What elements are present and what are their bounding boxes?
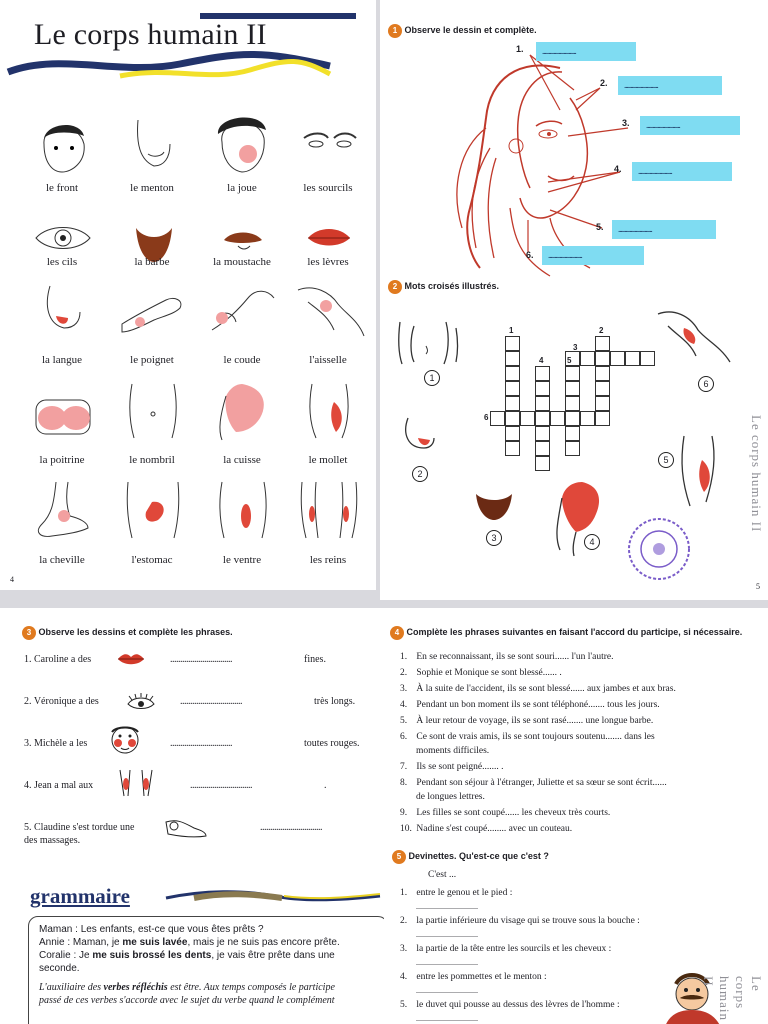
body-part-label: le mollet: [308, 454, 348, 466]
body-part-label: le menton: [130, 182, 174, 194]
grammar-box: [28, 916, 384, 1024]
drawing-15: [208, 380, 278, 440]
drawing-17: [28, 480, 98, 540]
clue-drawing-navel: [394, 318, 464, 368]
exercise-3-number: 3: [22, 626, 36, 640]
answer-blank: ...........................: [618, 224, 652, 234]
picture-clue-number: 6: [698, 376, 714, 392]
crossword-cell[interactable]: [595, 366, 610, 381]
exercise-2-number: 2: [388, 280, 402, 294]
page-number: 4: [10, 575, 14, 584]
page-exercises-4-5: [384, 608, 768, 1024]
dialogue-text: Les enfants, est-ce que vous êtes prêts ?: [80, 924, 264, 935]
sentence-number: 9.: [400, 808, 408, 818]
sentence-text: fines.: [304, 654, 326, 665]
lips-icon: [116, 652, 146, 666]
side-running-title: Le corps humain II: [701, 976, 764, 1021]
participle-sentence-4: [400, 698, 744, 712]
rule-text: L'auxiliaire des: [39, 982, 102, 993]
drawing-14: [118, 380, 188, 440]
exercise-2-instruction: [388, 280, 499, 294]
drawing-16: [294, 380, 364, 440]
riddle-text: la partie inférieure du visage qui se trouve sous la bouche :: [414, 916, 640, 926]
participle-sentence-6: [400, 730, 744, 758]
crossword-cell[interactable]: [535, 411, 550, 426]
participle-sentence-1: [400, 650, 744, 664]
dialogue-line-coralie: [39, 949, 377, 962]
sentence-text: Michèle a les: [34, 738, 88, 749]
answer-blank: ...........................: [542, 46, 576, 56]
rule-text: est être. Aux temps composés le participe: [170, 982, 335, 993]
riddle-3: [400, 942, 611, 970]
sentence-text: toutes rouges.: [304, 738, 360, 749]
crossword-cell[interactable]: [565, 381, 580, 396]
sentence-4: [24, 780, 374, 791]
crossword-number: 3: [573, 343, 578, 352]
drawing-12: [294, 280, 364, 340]
dialogue-text: , mais je ne suis pas encore prête.: [187, 937, 340, 948]
title-wave-decoration: [0, 40, 376, 100]
clue-drawing-armpit: [654, 306, 734, 362]
answer-label-2: 2.: [600, 78, 608, 88]
crossword-cell[interactable]: [535, 366, 550, 381]
crossword-cell[interactable]: [535, 381, 550, 396]
sentence-number: 10.: [400, 824, 412, 834]
dialogue-line-continued: [39, 962, 377, 975]
sentence-1: [24, 654, 374, 665]
answer-box-6[interactable]: [542, 246, 644, 265]
sentence-text: Claudine s'est tordue une: [34, 822, 135, 833]
grammar-heading: [30, 884, 130, 909]
answer-blank: ...........................: [638, 166, 672, 176]
body-part-label: le poignet: [130, 354, 174, 366]
crossword-cell[interactable]: [580, 411, 595, 426]
sentence-text: Jean a mal aux: [34, 780, 94, 791]
riddle-4: [400, 970, 547, 998]
sentence-number: 4.: [400, 700, 408, 710]
drawing-1: [28, 114, 98, 174]
clue-drawing-tongue: [398, 408, 438, 454]
sentence-number: 1.: [400, 652, 408, 662]
exercise-3-instruction: [22, 626, 233, 640]
drawing-18: [118, 480, 188, 540]
crossword-number: 6: [484, 413, 489, 422]
sentence-text: moments difficiles.: [416, 746, 490, 756]
answer-blank: ...............................: [170, 654, 232, 665]
participle-sentence-9: [400, 806, 744, 820]
sentence-number: 2.: [24, 696, 34, 707]
exercise-4-instruction: [390, 626, 742, 640]
sentence-text: À la suite de l'accident, ils se sont blessé...... aux jambes et aux bras.: [414, 684, 676, 694]
crossword-cell[interactable]: [535, 426, 550, 441]
picture-clue-number: 4: [584, 534, 600, 550]
body-part-label: la moustache: [213, 256, 271, 268]
answer-blank: ...............................: [260, 822, 322, 833]
participle-sentence-5: [400, 714, 744, 728]
school-stamp: [624, 514, 694, 584]
riddle-1: [400, 886, 512, 914]
crossword-cell[interactable]: [505, 366, 520, 381]
crossword-cell[interactable]: [505, 441, 520, 456]
grammar-rule: [39, 981, 377, 1007]
sentence-number: 4.: [24, 780, 34, 791]
crossword-number: 4: [539, 356, 544, 365]
answer-box-4[interactable]: [632, 162, 732, 181]
body-part-label: l'estomac: [131, 554, 173, 566]
body-part-label: la joue: [227, 182, 257, 194]
picture-clue-number: 1: [424, 370, 440, 386]
speaker: Maman :: [39, 924, 78, 935]
crossword-number: 5: [567, 356, 572, 365]
drawing-11: [208, 280, 278, 340]
picture-clue-number: 3: [486, 530, 502, 546]
exercise-4-number: 4: [390, 626, 404, 640]
drawing-4: [294, 114, 364, 174]
body-part-label: la cheville: [39, 554, 85, 566]
answer-label-5: 5.: [596, 222, 604, 232]
rule-bold: verbes réfléchis: [103, 982, 168, 993]
sentence-2: [24, 696, 374, 707]
body-part-label: les lèvres: [307, 256, 349, 268]
sentence-number: 7.: [400, 762, 408, 772]
crossword-cell[interactable]: [535, 441, 550, 456]
speaker: Coralie :: [39, 950, 77, 961]
drawing-9: [28, 280, 98, 340]
page-title: Le corps humain II: [34, 18, 267, 51]
crossword-cell[interactable]: [595, 411, 610, 426]
riddle-5: [400, 998, 620, 1024]
sentence-number: 3.: [24, 738, 34, 749]
answer-blank[interactable]: ...............................: [416, 958, 478, 967]
red-cheeks-face-icon: [108, 724, 142, 756]
crossword-number: 2: [599, 326, 604, 335]
clue-drawing-calf: [676, 432, 720, 508]
clue-drawing-beard: [474, 488, 514, 522]
cest-label: C'est ...: [428, 870, 457, 880]
answer-label-4: 4.: [614, 164, 622, 174]
crossword-cell[interactable]: [565, 366, 580, 381]
sentence-number: 5.: [24, 822, 34, 833]
page-body-parts-vocabulary: [0, 0, 376, 590]
body-part-label: les sourcils: [303, 182, 353, 194]
page-number: 5: [756, 582, 760, 591]
exercise-5-instruction: [392, 850, 549, 864]
crossword-cell[interactable]: [490, 411, 505, 426]
sentence-text: À leur retour de voyage, ils se sont rasé....... une longue barbe.: [414, 716, 654, 726]
dialogue-text: seconde.: [39, 963, 80, 974]
crossword-cell[interactable]: [520, 411, 535, 426]
crossword-cell[interactable]: [505, 336, 520, 351]
crossword-cell[interactable]: [550, 411, 565, 426]
riddle-2: [400, 914, 640, 942]
sentence-text: Les filles se sont coupé...... les cheveux très courts.: [414, 808, 611, 818]
exercise-5-text: Devinettes. Qu'est-ce que c'est ?: [408, 851, 549, 861]
sentence-number: 6.: [400, 732, 408, 742]
answer-box-5[interactable]: [612, 220, 716, 239]
crossword-cell[interactable]: [595, 351, 610, 366]
answer-blank: ...............................: [170, 738, 232, 749]
drawing-2: [118, 114, 188, 174]
side-running-title: Le corps humain II: [749, 415, 764, 533]
answer-box-2[interactable]: [618, 76, 722, 95]
body-part-label: le nombril: [129, 454, 175, 466]
brush-stroke-decoration: [164, 886, 384, 910]
crossword-cell[interactable]: [565, 411, 580, 426]
body-part-label: la poitrine: [39, 454, 85, 466]
answer-blank[interactable]: ...............................: [416, 986, 478, 995]
answer-box-3[interactable]: [640, 116, 740, 135]
sentence-text: Véronique a des: [33, 696, 99, 707]
exercise-4-text: Complète les phrases suivantes en faisant l'accord du participe, si nécessaire.: [406, 627, 743, 637]
sentence-text: Sophie et Monique se sont blessé...... .: [414, 668, 562, 678]
sentence-text: En se reconnaissant, ils se sont souri...... l'un l'autre.: [414, 652, 614, 662]
rule-text: passé de ces verbes s'accorde avec le sujet du verbe quand le complément: [39, 995, 335, 1006]
picture-clue-number: 5: [658, 452, 674, 468]
crossword-cell[interactable]: [535, 396, 550, 411]
answer-blank: ...........................: [624, 80, 658, 90]
body-part-label: la barbe: [134, 256, 170, 268]
page-exercise-3-grammar: [0, 608, 384, 1024]
crossword-cell[interactable]: [505, 411, 520, 426]
crossword-cell[interactable]: [535, 456, 550, 471]
answer-blank: ...............................: [180, 696, 242, 707]
participle-sentence-8: [400, 776, 744, 804]
crossword-cell[interactable]: [565, 441, 580, 456]
sentence-text: Ce sont de vrais amis, ils se sont toujours soutenu....... dans les: [414, 732, 655, 742]
participle-sentence-3: [400, 682, 744, 696]
sentence-number: 3.: [400, 684, 408, 694]
participle-sentence-7: [400, 760, 744, 774]
crossword-cell[interactable]: [565, 426, 580, 441]
drawing-19: [208, 480, 278, 540]
crossword-cell[interactable]: [565, 396, 580, 411]
body-part-label: le ventre: [222, 554, 262, 566]
ankle-icon: [164, 814, 208, 840]
speaker: Annie :: [39, 937, 71, 948]
page-exercises-1-2: [380, 0, 768, 600]
sentence-text: des massages.: [24, 835, 81, 846]
answer-label-1: 1.: [516, 44, 524, 54]
drawing-10: [118, 280, 188, 340]
dialogue-text: , je vais être prête dans une: [211, 950, 335, 961]
sentence-text: .: [324, 780, 327, 791]
crossword-cell[interactable]: [640, 351, 655, 366]
exercise-3-text: Observe les dessins et complète les phrases.: [38, 627, 233, 637]
participle-sentence-10: [400, 822, 744, 836]
dialogue-text: Maman, je: [72, 937, 120, 948]
sentence-text: Nadine s'est coupé........ avec un couteau.: [414, 824, 573, 834]
crossword-cell[interactable]: [580, 351, 595, 366]
sentence-number: 8.: [400, 778, 408, 788]
body-part-label: les cils: [46, 256, 78, 268]
sentence-text: Pendant un bon moment ils se sont téléphoné....... tous les jours.: [414, 700, 660, 710]
body-part-label: la langue: [41, 354, 82, 366]
exercise-1-text: Observe le dessin et complète.: [404, 25, 537, 35]
drawing-13: [28, 380, 98, 440]
riddle-number: 5.: [400, 1000, 408, 1010]
riddle-number: 3.: [400, 944, 408, 954]
answer-blank[interactable]: ...............................: [416, 1014, 478, 1023]
crossword-cell[interactable]: [505, 351, 520, 366]
riddle-text: la partie de la tête entre les sourcils et les cheveux :: [414, 944, 612, 954]
body-part-label: les reins: [309, 554, 347, 566]
dialogue-bold: me suis brossé les dents: [92, 950, 212, 961]
kidneys-pain-icon: [116, 768, 156, 798]
grammar-title: grammaire: [30, 884, 130, 908]
sentence-3: [24, 738, 374, 749]
riddle-number: 1.: [400, 888, 408, 898]
crossword-cell[interactable]: [610, 351, 625, 366]
riddle-number: 4.: [400, 972, 408, 982]
riddle-text: entre le genou et le pied :: [414, 888, 513, 898]
body-part-label: l'aisselle: [309, 354, 347, 366]
body-part-label: le coude: [223, 354, 261, 366]
sentence-text: Ils se sont peigné....... .: [414, 762, 504, 772]
crossword-cell[interactable]: [595, 336, 610, 351]
answer-blank[interactable]: ...............................: [416, 902, 478, 911]
participle-sentence-2: [400, 666, 744, 680]
drawing-20: [294, 480, 364, 540]
answer-blank: ...........................: [646, 120, 680, 130]
crossword-number: 1: [509, 326, 514, 335]
drawing-3: [208, 114, 278, 174]
picture-clue-number: 2: [412, 466, 428, 482]
dialogue-bold: me suis lavée: [122, 937, 188, 948]
sentence-text: Caroline a des: [34, 654, 92, 665]
answer-label-3: 3.: [622, 118, 630, 128]
riddle-number: 2.: [400, 916, 408, 926]
sentence-text: de longues lettres.: [416, 792, 485, 802]
riddle-text: le duvet qui pousse au dessus des lèvres de l'homme :: [414, 1000, 620, 1010]
exercise-2-text: Mots croisés illustrés.: [404, 281, 500, 291]
sentence-number: 2.: [400, 668, 408, 678]
crossword-cell[interactable]: [625, 351, 640, 366]
crossword-cell[interactable]: [505, 426, 520, 441]
dialogue-line-maman: [39, 923, 377, 936]
crossword-cell[interactable]: [595, 381, 610, 396]
dialogue-line-annie: [39, 936, 377, 949]
body-part-label: le front: [45, 182, 79, 194]
sentence-text: très longs.: [314, 696, 356, 707]
body-part-label: la cuisse: [223, 454, 261, 466]
answer-blank: ...............................: [190, 780, 252, 791]
answer-label-6: 6.: [526, 250, 534, 260]
eyelashes-icon: [126, 694, 156, 710]
riddle-text: entre les pommettes et le menton :: [414, 972, 547, 982]
dialogue-text: Je: [79, 950, 90, 961]
crossword-cell[interactable]: [505, 396, 520, 411]
exercise-5-number: 5: [392, 850, 406, 864]
sentence-number: 5.: [400, 716, 408, 726]
answer-box-1[interactable]: [536, 42, 636, 61]
exercise-1-number: 1: [388, 24, 402, 38]
sentence-text: Pendant son séjour à l'étranger, Juliette et sa sœur se sont écrit......: [414, 778, 667, 788]
answer-blank: ...........................: [548, 250, 582, 260]
crossword-cell[interactable]: [505, 381, 520, 396]
answer-blank[interactable]: ...............................: [416, 930, 478, 939]
sentence-number: 1.: [24, 654, 34, 665]
crossword-cell[interactable]: [595, 396, 610, 411]
